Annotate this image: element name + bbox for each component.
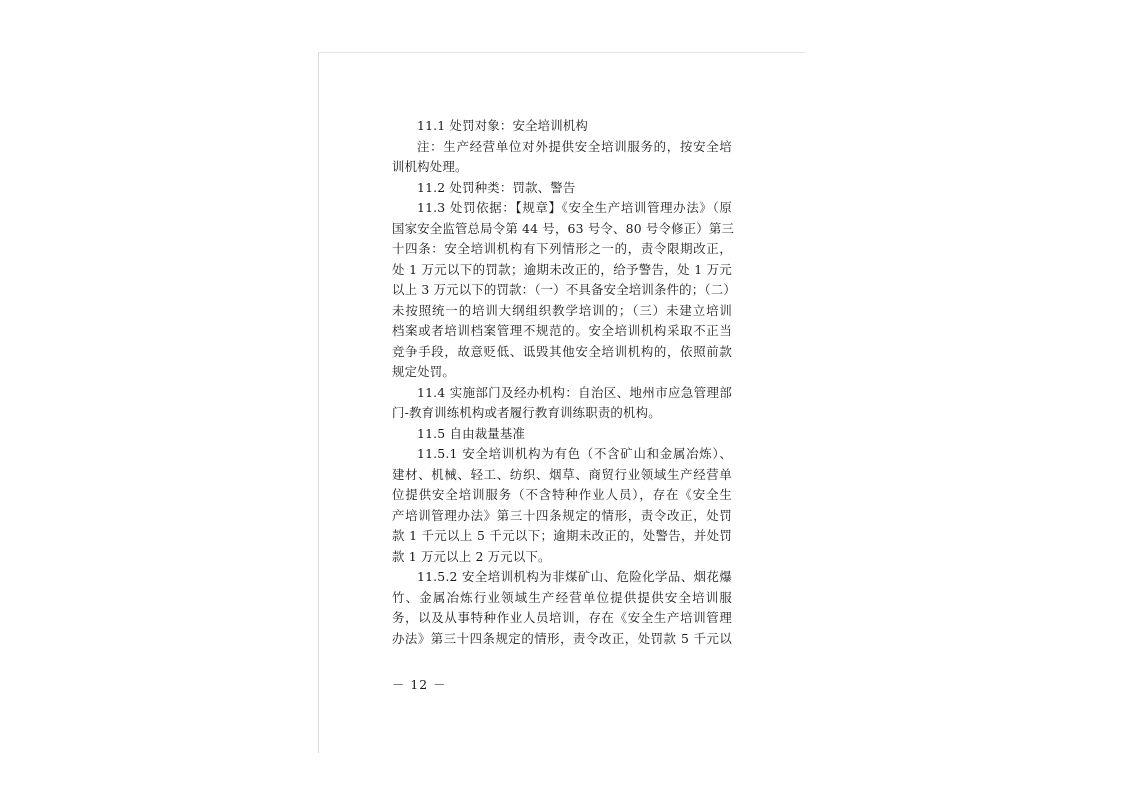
- text-line: 务，以及从事特种作业人员培训，存在《安全生产培训管理: [392, 610, 732, 625]
- text-line: 以上 3 万元以下的罚款：（一）不具备安全培训条件的；（二）: [392, 282, 736, 297]
- text-line: 未按照统一的培训大纲组织教学培训的；（三）未建立培训: [392, 302, 732, 318]
- text-line: 11.2 处罚种类：罚款、警告: [417, 179, 576, 195]
- text-line: 款 1 万元以上 2 万元以下。: [392, 548, 551, 564]
- text-line: 档案或者培训档案管理不规范的。安全培训机构采取不正当: [392, 323, 732, 338]
- text-line: 训机构处理。: [392, 159, 468, 174]
- document-page: [318, 52, 805, 753]
- text-line: 十四条：安全培训机构有下列情形之一的，责令限期改正，: [392, 241, 732, 256]
- text-line: 国家安全监管总局令第 44 号，63 号令、80 号令修正）第三: [392, 220, 735, 236]
- text-line: 款 1 千元以上 5 千元以下；逾期未改正的，处警告，并处罚: [392, 528, 732, 543]
- text-line: 竹、金属冶炼行业领域生产经营单位提供提供安全培训服: [392, 589, 732, 605]
- text-line: 竞争手段，故意贬低、诋毁其他安全培训机构的，依照前款: [392, 343, 732, 359]
- text-line: 11.5.1 安全培训机构为有色（不含矿山和金属冶炼）、: [417, 446, 732, 461]
- text-line: 门-教育训练机构或者履行教育训练职责的机构。: [392, 405, 661, 420]
- text-line: 建材、机械、轻工、纺织、烟草、商贸行业领域生产经营单: [392, 466, 732, 482]
- body-text: [392, 116, 736, 649]
- text-line: 处 1 万元以下的罚款；逾期未改正的，给予警告，处 1 万元: [392, 261, 732, 277]
- text-line: 11.5.2 安全培训机构为非煤矿山、危险化学品、烟花爆: [417, 569, 732, 584]
- text-line: 11.1 处罚对象：安全培训机构: [417, 118, 589, 133]
- text-line: 位提供安全培训服务（不含特种作业人员），存在《安全生: [392, 487, 732, 502]
- text-line: 产培训管理办法》第三十四条规定的情形，责令改正，处罚: [392, 507, 732, 523]
- text-line: 注：生产经营单位对外提供安全培训服务的，按安全培: [417, 138, 732, 154]
- page-number: － 12 －: [392, 677, 447, 692]
- text-line: 11.3 处罚依据：【规章】《安全生产培训管理办法》（原: [417, 200, 732, 215]
- text-line: 11.4 实施部门及经办机构：自治区、地州市应急管理部: [417, 384, 732, 400]
- text-line: 规定处罚。: [392, 364, 455, 379]
- text-line: 11.5 自由裁量基准: [417, 425, 526, 441]
- text-line: 办法》第三十四条规定的情形，责令改正，处罚款 5 千元以: [392, 630, 732, 646]
